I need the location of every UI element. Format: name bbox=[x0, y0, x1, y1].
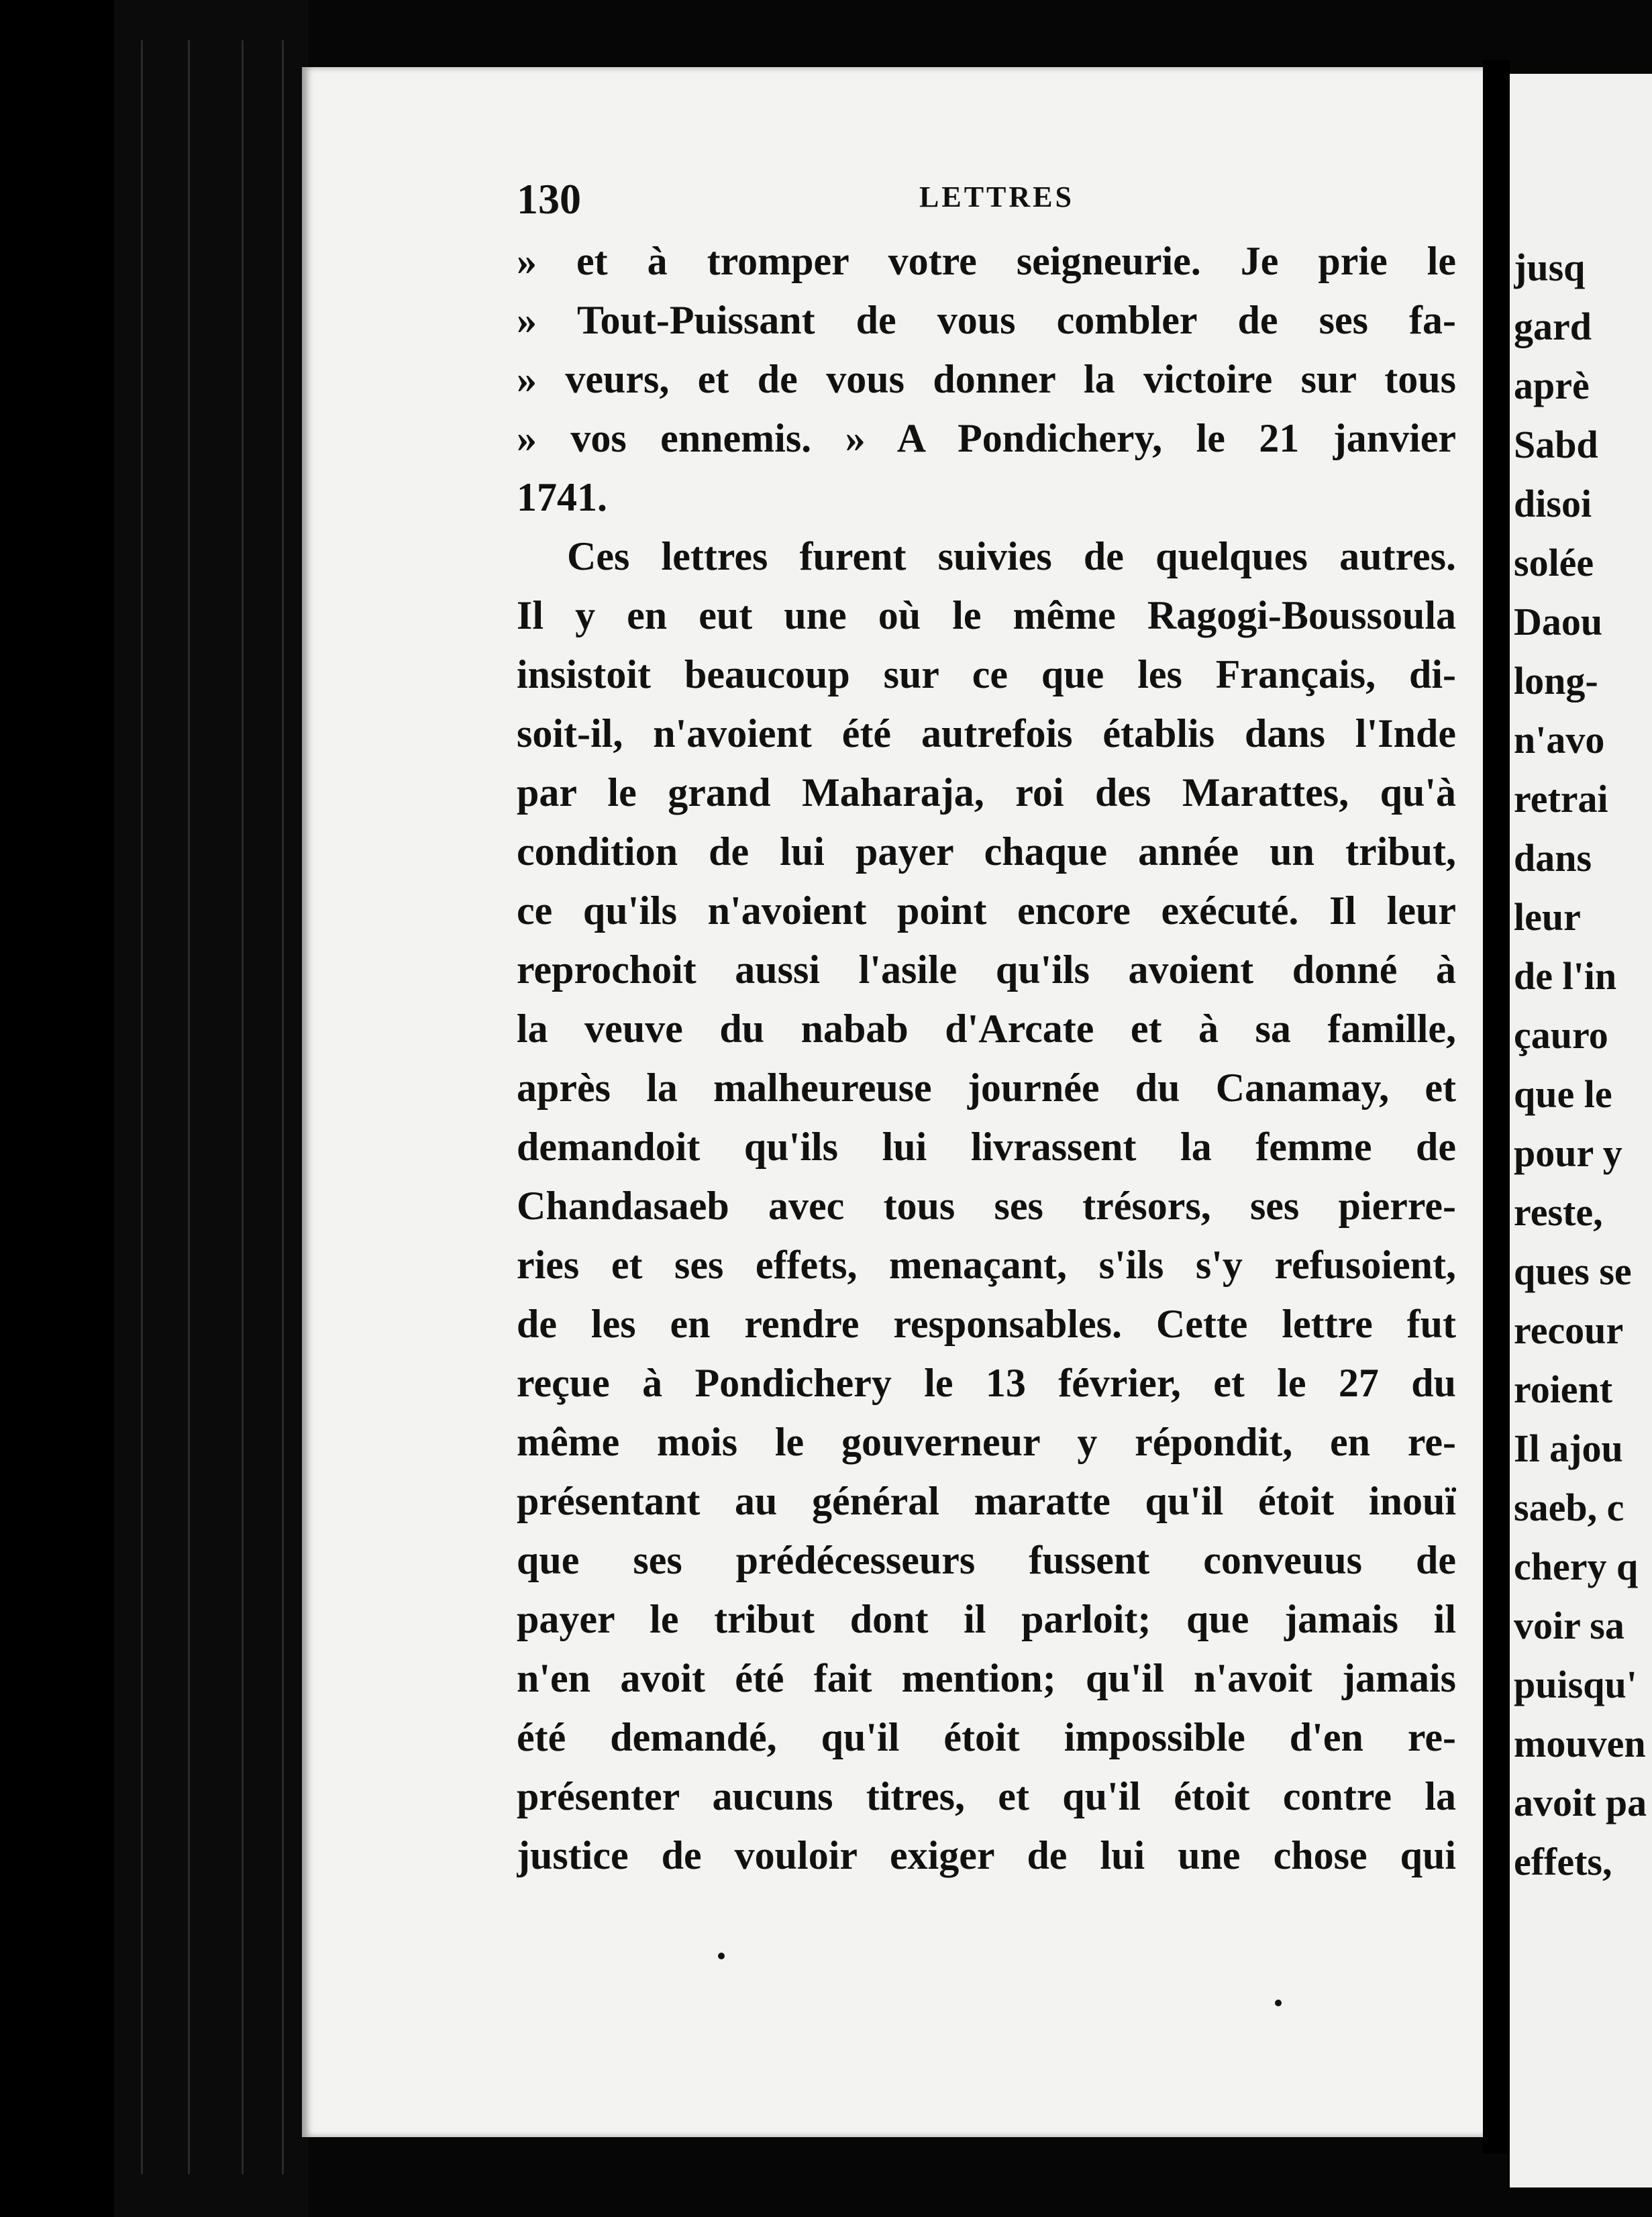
text-line: aprè bbox=[1514, 364, 1590, 407]
text-line: n'avo bbox=[1514, 718, 1605, 762]
right-page-text bbox=[1514, 238, 1652, 1892]
book-gutter bbox=[1483, 60, 1510, 2154]
text-line: 1741. bbox=[517, 475, 607, 519]
text-line: justice de vouloir exiger de lui une chose qui bbox=[517, 1833, 1456, 1877]
text-line: insistoit beaucoup sur ce que les Français, di- bbox=[517, 652, 1456, 697]
book-spine bbox=[0, 0, 114, 2217]
text-line: ce qu'ils n'avoient point encore exécuté. Il leur bbox=[517, 888, 1456, 933]
text-line: recour bbox=[1514, 1308, 1624, 1352]
text-line: effets, bbox=[1514, 1840, 1612, 1884]
ink-speck bbox=[718, 1953, 725, 1959]
text-line: » et à tromper votre seigneurie. Je prie le bbox=[517, 239, 1456, 283]
text-line: saeb, c bbox=[1514, 1486, 1624, 1529]
page-edge-line bbox=[188, 40, 190, 2174]
text-line: présentant au général maratte qu'il étoit inouï bbox=[517, 1479, 1456, 1523]
text-line: solée bbox=[1514, 541, 1594, 584]
text-line: reste, bbox=[1514, 1190, 1603, 1234]
text-line: soit-il, n'avoient été autrefois établis dans l'Inde bbox=[517, 711, 1456, 756]
left-page-text bbox=[517, 231, 1456, 1885]
text-line: de l'in bbox=[1514, 954, 1617, 998]
text-line: Sabd bbox=[1514, 423, 1598, 466]
text-line: payer le tribut dont il parloit; que jamais il bbox=[517, 1597, 1456, 1641]
text-line: voir sa bbox=[1514, 1604, 1624, 1647]
text-line: gard bbox=[1514, 305, 1592, 348]
text-line: condition de lui payer chaque année un tribut, bbox=[517, 829, 1456, 874]
text-line: long- bbox=[1514, 659, 1598, 703]
text-line: Chandasaeb avec tous ses trésors, ses pierre- bbox=[517, 1184, 1456, 1228]
right-page bbox=[1510, 74, 1652, 2187]
text-line: ries et ses effets, menaçant, s'ils s'y refusoient, bbox=[517, 1243, 1456, 1287]
text-line: chery q bbox=[1514, 1545, 1639, 1588]
page-number: 130 bbox=[517, 175, 581, 223]
text-line: n'en avoit été fait mention; qu'il n'avoit jamais bbox=[517, 1656, 1456, 1700]
page-edge-line bbox=[242, 40, 244, 2174]
text-line: après la malheureuse journée du Canamay, et bbox=[517, 1066, 1456, 1110]
text-line: Il ajou bbox=[1514, 1427, 1623, 1470]
text-line: la veuve du nabab d'Arcate et à sa famille, bbox=[517, 1007, 1456, 1051]
page-edge-line bbox=[282, 40, 284, 2174]
text-line: Il y en eut une où le même Ragogi-Boussoula bbox=[517, 593, 1456, 637]
page-edge-line bbox=[141, 40, 143, 2174]
text-line: dans bbox=[1514, 836, 1592, 880]
page-edges bbox=[114, 0, 309, 2217]
text-line: avoit pa bbox=[1514, 1781, 1647, 1824]
text-line: Daou bbox=[1514, 600, 1603, 643]
text-line: présenter aucuns titres, et qu'il étoit contre la bbox=[517, 1774, 1456, 1818]
text-line: que ses prédécesseurs fussent conveuus de bbox=[517, 1538, 1456, 1582]
text-line: ques se bbox=[1514, 1249, 1632, 1293]
text-line: leur bbox=[1514, 895, 1581, 939]
text-line: reprochoit aussi l'asile qu'ils avoient donné à bbox=[517, 947, 1456, 992]
text-line: çauro bbox=[1514, 1013, 1608, 1057]
text-line: mouven bbox=[1514, 1722, 1646, 1765]
text-line: par le grand Maharaja, roi des Marattes, qu'à bbox=[517, 770, 1456, 815]
text-line: jusq bbox=[1514, 246, 1586, 289]
text-line: reçue à Pondichery le 13 février, et le 27 du bbox=[517, 1361, 1456, 1405]
text-line: été demandé, qu'il étoit impossible d'en re- bbox=[517, 1715, 1456, 1759]
text-line: » vos ennemis. » A Pondichery, le 21 janvier bbox=[517, 416, 1456, 460]
text-line: » veurs, et de vous donner la victoire sur tous bbox=[517, 357, 1456, 401]
text-line: puisqu' bbox=[1514, 1663, 1637, 1706]
text-line: même mois le gouverneur y répondit, en re- bbox=[517, 1420, 1456, 1464]
page-header bbox=[517, 174, 1449, 228]
running-head: LETTRES bbox=[919, 181, 1074, 213]
text-line: pour y bbox=[1514, 1131, 1622, 1175]
text-line: Ces lettres furent suivies de quelques autres. bbox=[567, 534, 1456, 578]
text-line: roient bbox=[1514, 1368, 1613, 1411]
text-line: que le bbox=[1514, 1072, 1612, 1116]
ink-speck bbox=[1275, 2000, 1282, 2006]
text-line: demandoit qu'ils lui livrassent la femme de bbox=[517, 1125, 1456, 1169]
text-line: disoi bbox=[1514, 482, 1592, 525]
text-line: retrai bbox=[1514, 777, 1608, 821]
text-line: » Tout-Puissant de vous combler de ses fa- bbox=[517, 298, 1456, 342]
text-line: de les en rendre responsables. Cette lettre fut bbox=[517, 1302, 1456, 1346]
